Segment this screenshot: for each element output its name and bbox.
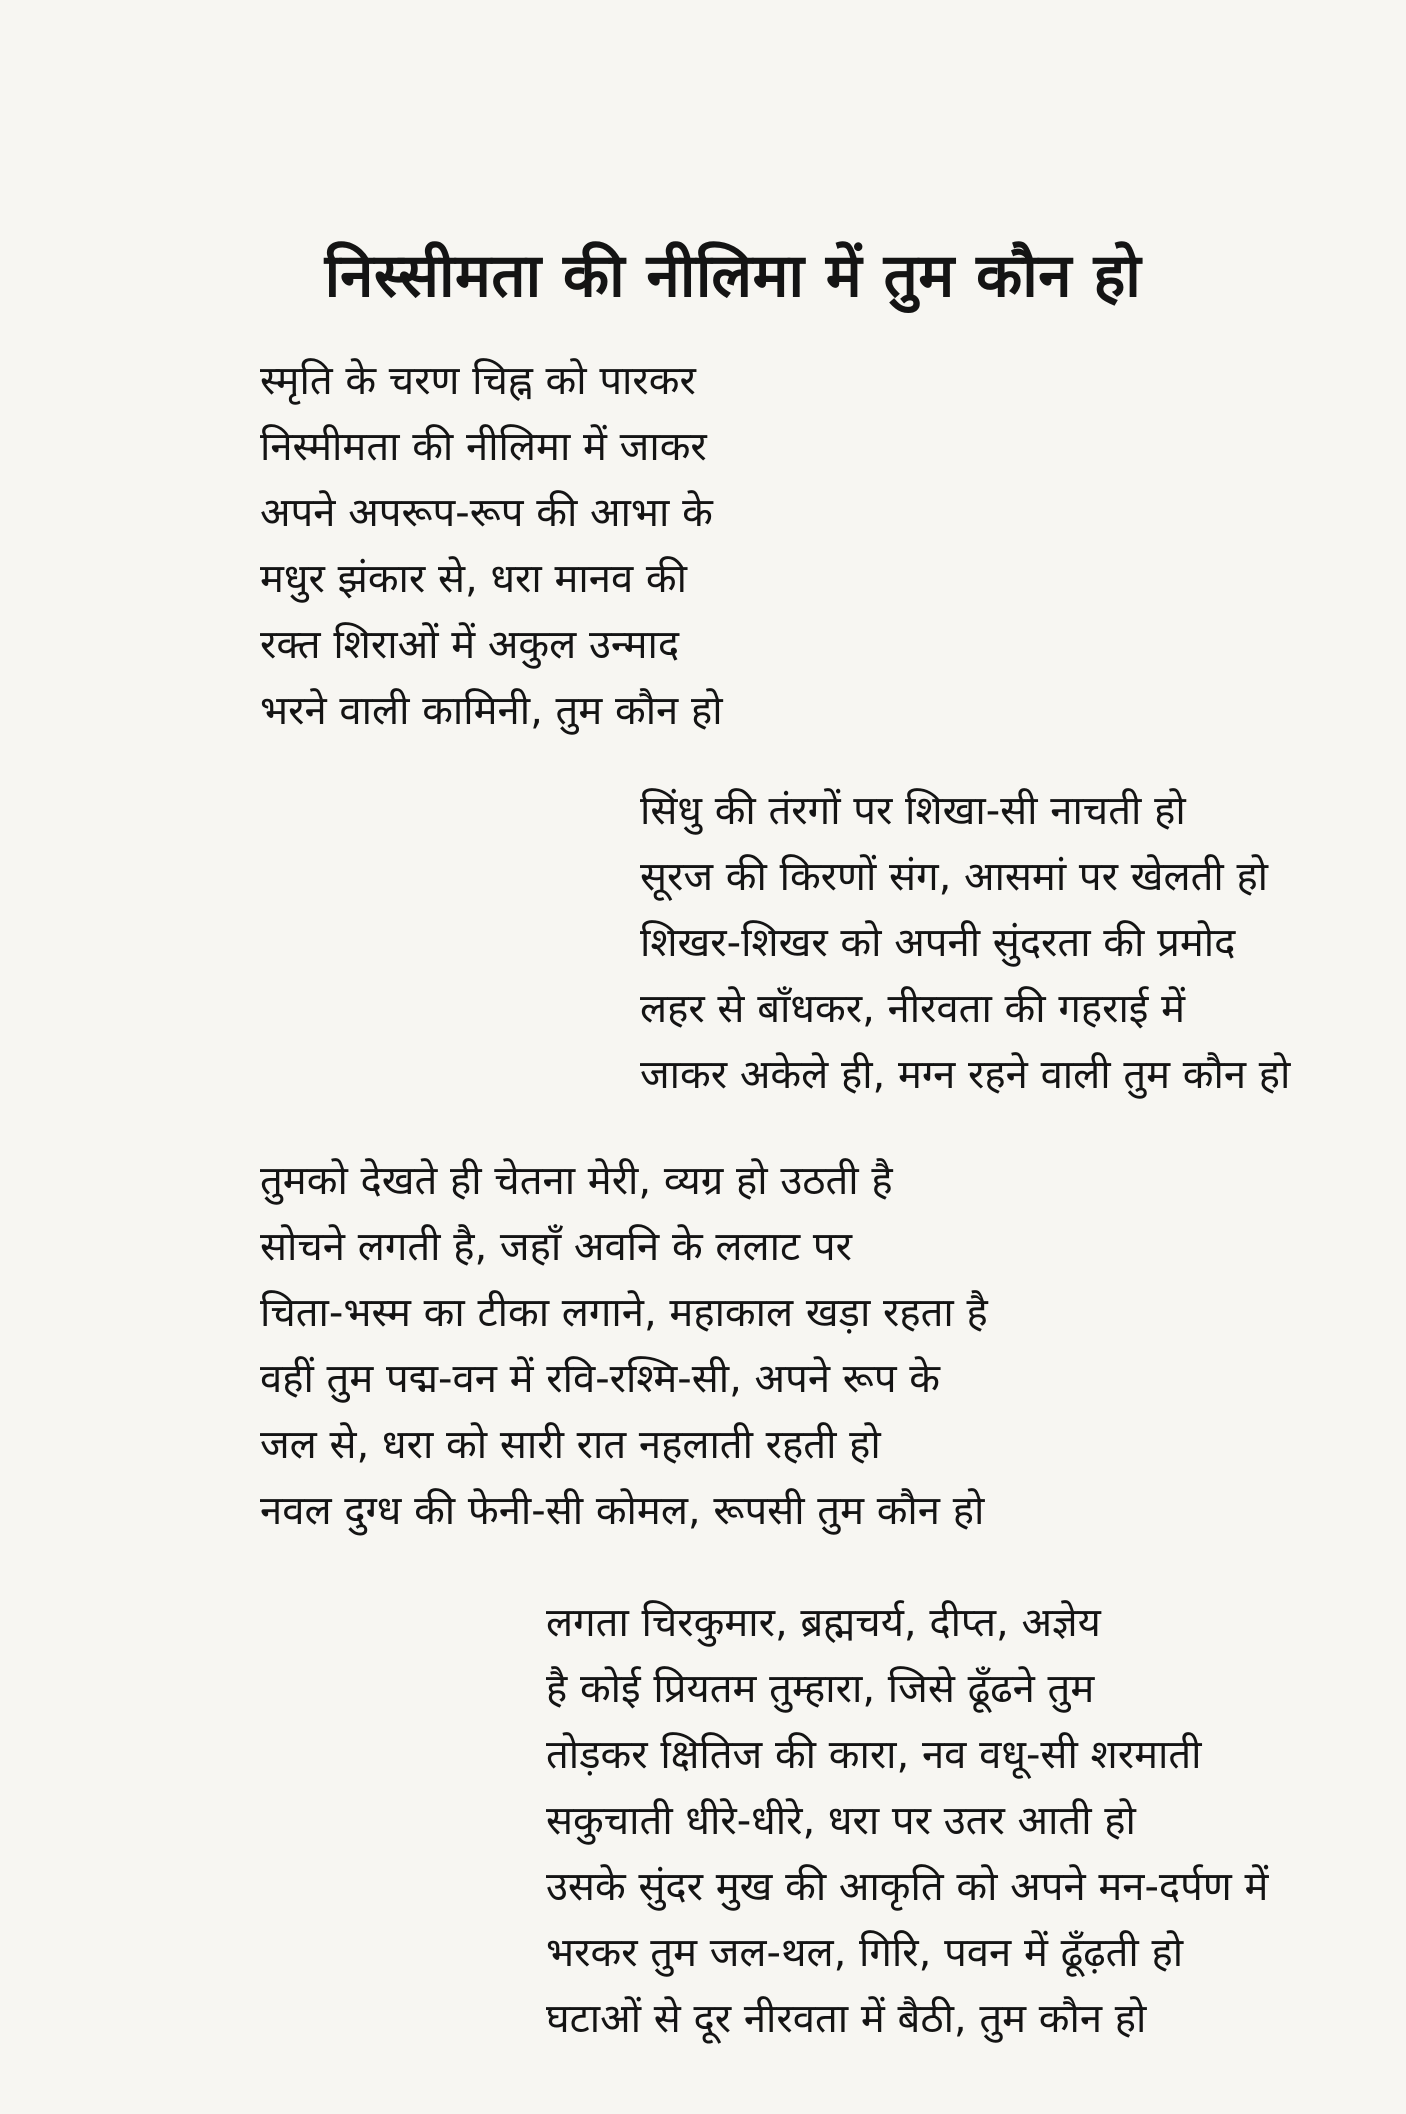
verse-line: सकुचाती धीरे-धीरे, धरा पर उतर आती हो [546, 1798, 1136, 1844]
verse-line: मधुर झंकार से, धरा मानव की [260, 556, 688, 602]
stanza-3 [260, 1148, 988, 1544]
verse-line: जल से, धरा को सारी रात नहलाती रहती हो [260, 1422, 881, 1468]
verse-line: शिखर-शिखर को अपनी सुंदरता की प्रमोद [640, 920, 1236, 966]
verse-line: तोड़कर क्षितिज की कारा, नव वधू-सी शरमाती [546, 1732, 1202, 1778]
verse-line: लहर से बाँधकर, नीरवता की गहराई में [640, 986, 1186, 1032]
stanza-2 [640, 778, 1290, 1108]
stanza-4 [546, 1590, 1268, 2052]
stanza-1 [260, 348, 723, 744]
verse-line: सूरज की किरणों संग, आसमां पर खेलती हो [640, 854, 1269, 900]
verse-line: भरकर तुम जल-थल, गिरि, पवन में ढूँढ़ती हो [546, 1930, 1184, 1976]
verse-line: उसके सुंदर मुख की आकृति को अपने मन-दर्पण में [546, 1864, 1269, 1910]
verse-line: लगता चिरकुमार, ब्रह्मचर्य, दीप्त, अज्ञेय [546, 1600, 1101, 1646]
verse-line: सोचने लगती है, जहाँ अवनि के ललाट पर [260, 1224, 852, 1270]
verse-line: वहीं तुम पद्म-वन में रवि-रश्मि-सी, अपने रूप के [260, 1356, 940, 1402]
verse-line: भरने वाली कामिनी, तुम कौन हो [260, 688, 723, 734]
poem-title: निस्सीमता की नीलिमा में तुम कौन हो [324, 241, 1142, 312]
verse-line: चिता-भस्म का टीका लगाने, महाकाल खड़ा रहता है [260, 1290, 988, 1336]
verse-line: तुमको देखते ही चेतना मेरी, व्यग्र हो उठती है [260, 1158, 893, 1204]
verse-line: है कोई प्रियतम तुम्हारा, जिसे ढूँढने तुम [546, 1666, 1095, 1712]
verse-line: नवल दुग्ध की फेनी-सी कोमल, रूपसी तुम कौन हो [260, 1488, 985, 1534]
verse-line: निस्मीमता की नीलिमा में जाकर [260, 424, 707, 470]
verse-line: सिंधु की तंरगों पर शिखा-सी नाचती हो [640, 788, 1186, 834]
verse-line: जाकर अकेले ही, मग्न रहने वाली तुम कौन हो [640, 1052, 1291, 1098]
verse-line: अपने अपरूप-रूप की आभा के [260, 490, 713, 536]
verse-line: स्मृति के चरण चिह्न को पारकर [260, 358, 696, 404]
verse-line: घटाओं से दूर नीरवता में बैठी, तुम कौन हो [546, 1996, 1147, 2042]
verse-line: रक्त शिराओं में अकुल उन्माद [260, 622, 680, 668]
